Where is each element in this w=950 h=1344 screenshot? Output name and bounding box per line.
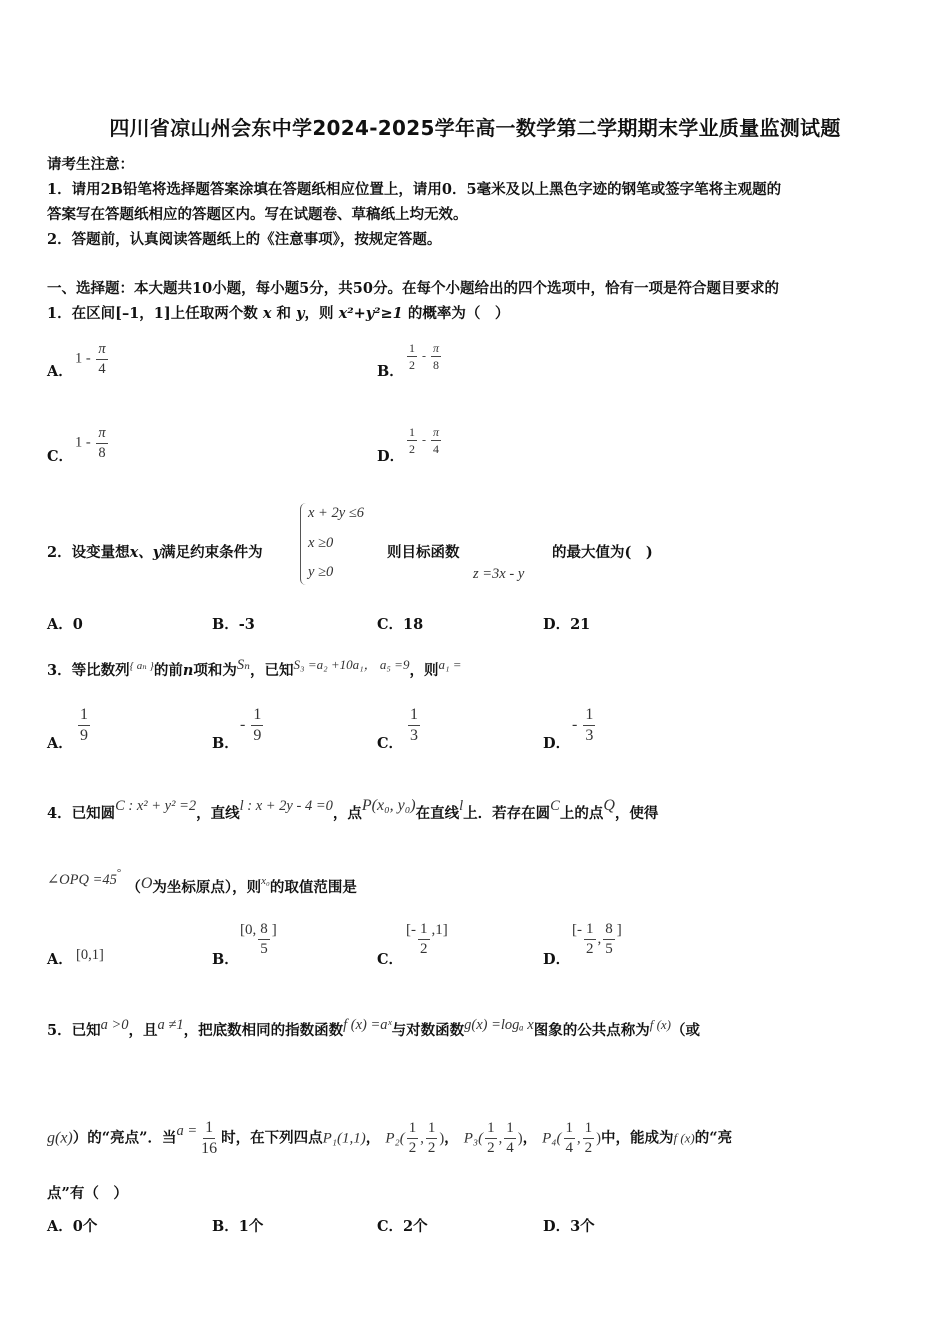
q1-var-y: y: [296, 305, 305, 322]
denominator: 4: [506, 1140, 514, 1156]
q3-b-fraction: [251, 707, 263, 744]
q1-b-fraction-1: [407, 342, 417, 371]
q2-option-c: C．18: [377, 616, 424, 633]
q3-c-fraction: [408, 707, 420, 744]
q2-option-a: A．0: [47, 616, 83, 633]
q1-option-a-expr: [75, 342, 110, 376]
q4-origin: O: [140, 875, 153, 892]
q5-log-func: g(x) =logₐ x: [464, 1017, 534, 1033]
denominator: 2: [586, 941, 594, 957]
notice-line-1: 1．请用2B铅笔将选择题答案涂填在答题纸相应位置上，请用0．5毫米及以上黑色字迹的钢笔或签字笔将主观题的: [47, 181, 782, 198]
q4-option-c-expr: [406, 922, 448, 957]
denominator: 2: [409, 358, 415, 372]
q1-c-fraction: [96, 426, 107, 460]
q1-option-c-expr: [75, 426, 110, 460]
denominator: 2: [408, 1140, 417, 1156]
q5-text: 的“亮: [694, 1129, 733, 1147]
bracket: [-: [572, 921, 582, 938]
denominator: 5: [605, 941, 613, 957]
q1-text: 上任取两个数: [170, 305, 258, 322]
q4-text: ，使得: [614, 805, 659, 822]
question-5-stem-end: 点”有（ ）: [47, 1185, 128, 1202]
q2-objective: z =3x - y: [473, 566, 525, 582]
minus: -: [572, 716, 578, 734]
denominator: 9: [253, 727, 262, 744]
notice-line-3: 2．答题前，认真阅读答题纸上的《注意事项》，按规定答题。: [47, 231, 442, 248]
q5-comma: ，: [522, 1129, 538, 1147]
numerator: 1: [78, 707, 90, 726]
q5-g: g(x): [47, 1129, 73, 1147]
q4-text: ，直线: [196, 805, 240, 822]
q5-f: f (x): [649, 1017, 671, 1032]
q4-option-b-label: B．: [212, 951, 239, 968]
q3-option-c-expr: [406, 707, 422, 744]
q1-option-d-label: D．: [377, 448, 405, 465]
question-4-stem-cont: [47, 867, 357, 897]
q2-text-max: 的最大值为( ): [552, 544, 653, 561]
q4-option-d-label: D．: [543, 951, 571, 968]
q2-text-target: 则目标函数: [387, 544, 460, 561]
q5-text: ，且: [128, 1022, 158, 1039]
numerator: 1: [485, 1121, 497, 1139]
denominator: 4: [565, 1140, 573, 1156]
q5-p2-x: [407, 1121, 419, 1156]
q5-text: ，把底数相同的指数函数: [183, 1022, 344, 1039]
q3-option-b-label: B．: [212, 735, 239, 752]
notice-line-2: 答案写在答题纸相应的答题区内。写在试题卷、草稿纸上均无效。: [47, 206, 468, 223]
question-1-stem: [47, 302, 509, 323]
question-2-stem: [47, 541, 263, 562]
question-3-stem: [47, 659, 462, 680]
q3-var-n: n: [182, 662, 194, 679]
q4-x0: x₀: [261, 875, 270, 887]
numerator: π: [433, 425, 440, 439]
q4-option-c-label: C．: [377, 951, 404, 968]
q5-text: （或: [671, 1022, 700, 1039]
q3-text: 的前: [153, 662, 183, 679]
q1-option-a-label: A．: [47, 363, 73, 380]
q5-text: 中，能成为: [600, 1129, 674, 1147]
q3-option-a-label: A．: [47, 735, 73, 752]
q5-comma: ，: [444, 1129, 459, 1147]
q1-text: 和: [276, 305, 292, 322]
q4-circle: C : x² + y² =2: [115, 798, 197, 814]
q1-a-prefix: 1 -: [75, 350, 91, 367]
q5-a-positive: a >0: [100, 1017, 129, 1033]
q5-comma: ，: [365, 1129, 381, 1147]
numerator: 1: [584, 922, 596, 940]
q4-angle: ∠OPQ =45: [47, 872, 117, 888]
numerator: 1: [251, 707, 263, 726]
q4-text: 的取值范围是: [269, 879, 357, 896]
comma: ,: [597, 930, 602, 947]
q2-text: 满足约束条件为: [161, 544, 263, 561]
numerator: 8: [603, 922, 615, 940]
q4-d-fraction-2: [603, 922, 615, 957]
denominator: 9: [80, 727, 88, 744]
q2-option-d: D．21: [543, 616, 591, 633]
bracket: ]: [271, 921, 277, 938]
q4-d-fraction-1: [584, 922, 596, 957]
q4-option-d-expr: [572, 922, 622, 957]
q3-text: ，则: [409, 662, 439, 679]
q5-close: ): [596, 1130, 601, 1147]
denominator: 4: [98, 360, 106, 377]
q2-constraint-2: x ≥0: [308, 535, 334, 551]
q4-text: 4．已知圆: [47, 805, 116, 822]
denominator: 8: [98, 444, 106, 461]
q1-interval: [–1，1]: [115, 305, 171, 322]
q4-line: l : x + 2y - 4 =0: [239, 798, 333, 814]
q5-p4-y: [583, 1121, 595, 1156]
q2-constraint-1: x + 2y ≤6: [308, 505, 364, 521]
q5-p4-x: [564, 1121, 576, 1156]
q1-b-fraction-2: [431, 342, 441, 371]
q3-option-a-expr: [76, 707, 92, 744]
bracket: [-: [406, 921, 416, 938]
q4-degree: °: [116, 867, 122, 879]
bracket: ,1]: [431, 921, 448, 938]
q2-text: 2．设变量想: [47, 544, 130, 561]
question-4-stem: [47, 797, 659, 823]
q3-sequence: { aₙ }: [129, 660, 154, 672]
q4-text: 为坐标原点），则: [152, 879, 262, 896]
numerator: π: [96, 342, 107, 360]
q3-option-d-label: D．: [543, 735, 571, 752]
denominator: 2: [584, 1140, 593, 1156]
numerator: 1: [203, 1120, 215, 1139]
q5-option-a: A．0个: [47, 1218, 98, 1235]
q1-option-d-expr: [405, 426, 443, 455]
q5-close: ): [517, 1130, 523, 1147]
q5-point-p4: P₄(: [542, 1130, 562, 1147]
q4-text: 上的点: [559, 805, 604, 822]
numerator: 1: [407, 1121, 419, 1139]
numerator: 1: [408, 707, 420, 726]
minus: -: [422, 348, 426, 363]
q2-constraint-3: y ≥0: [308, 564, 334, 580]
minus: -: [240, 716, 246, 734]
q1-c-prefix: 1 -: [75, 434, 91, 451]
q5-a-fraction: [199, 1120, 219, 1157]
q3-condition: S₃ =a₂ +10a₁， a₅ =9: [293, 657, 410, 672]
q5-text: 图象的公共点称为: [533, 1022, 650, 1039]
q5-option-d: D．3个: [543, 1218, 595, 1235]
q3-option-c-label: C．: [377, 735, 404, 752]
q3-target: a₁ =: [438, 657, 462, 672]
q3-sum: Sₙ: [236, 657, 251, 673]
q5-sep: ,: [498, 1130, 503, 1147]
q5-exp-func: f (x) =aˣ: [343, 1017, 392, 1033]
denominator: 8: [433, 358, 439, 372]
numerator: 1: [504, 1121, 516, 1139]
q4-b-fraction: [258, 922, 270, 957]
q5-option-c: C．2个: [377, 1218, 428, 1235]
q4-option-a-expr: [0,1]: [76, 947, 104, 963]
q5-p3-x: [485, 1121, 497, 1156]
q5-point-p3: P₃(: [463, 1130, 484, 1147]
q4-line-name: l: [459, 798, 464, 814]
denominator: 16: [201, 1140, 218, 1157]
page-title: 四川省凉山州会东中学2024-2025学年高一数学第二学期期末学业质量监测试题: [109, 116, 841, 140]
q1-condition: x²+y²≥1: [338, 305, 403, 322]
q5-point-p2: P₂(: [385, 1130, 405, 1147]
q1-d-fraction-1: [407, 426, 417, 455]
numerator: 1: [583, 707, 595, 726]
q1-option-c-label: C．: [47, 448, 74, 465]
q4-text: （: [126, 879, 141, 896]
q4-point-q: Q: [603, 797, 615, 814]
q1-option-b-expr: [405, 342, 443, 371]
q1-var-x: x: [262, 305, 272, 322]
denominator: 2: [420, 941, 428, 957]
denominator: 5: [260, 941, 268, 957]
q5-f: f (x): [673, 1130, 695, 1146]
q4-point: P(x₀, y₀): [361, 797, 416, 814]
q5-text: 5．已知: [47, 1022, 101, 1039]
q5-text: ）的“亮点”．当: [72, 1129, 177, 1147]
q1-text: 1．在区间: [47, 305, 116, 322]
numerator: 8: [258, 922, 270, 940]
numerator: π: [96, 426, 107, 444]
q3-text: ，已知: [250, 662, 294, 679]
numerator: 1: [426, 1121, 438, 1139]
q2-option-b: B．-3: [212, 616, 255, 633]
q5-point-p1: P₁(1,1): [322, 1130, 366, 1147]
q5-p3-y: [504, 1121, 516, 1156]
section-heading: 一、选择题：本大题共10小题，每小题5分，共50分。在每个小题给出的四个选项中，恰有一项是符合题目要求的: [47, 280, 779, 297]
q1-d-fraction-2: [431, 426, 441, 455]
q4-text: 在直线: [415, 805, 460, 822]
notice-heading: 请考生注意：: [47, 156, 134, 173]
q4-text: ，点: [332, 805, 362, 822]
q1-option-b-label: B．: [377, 363, 404, 380]
q4-circle-name: C: [550, 798, 560, 814]
q3-text: 3．等比数列: [47, 662, 130, 679]
q5-text: 时，在下列四点: [221, 1129, 323, 1147]
q5-sep: ,: [577, 1130, 581, 1147]
denominator: 2: [487, 1140, 495, 1156]
q3-a-fraction: [78, 707, 90, 744]
numerator: 1: [409, 341, 415, 355]
denominator: 4: [433, 442, 439, 456]
denominator: 2: [427, 1140, 436, 1156]
bracket: ]: [616, 921, 622, 938]
numerator: 1: [564, 1121, 576, 1139]
numerator: π: [433, 341, 440, 355]
denominator: 3: [585, 727, 594, 744]
bracket: [0,: [240, 921, 257, 938]
q3-option-d-expr: [572, 707, 597, 744]
q4-option-b-expr: [240, 922, 277, 957]
q5-sep: ,: [420, 1130, 424, 1147]
question-5-stem-cont: [47, 1120, 732, 1157]
q2-constraint-brace: [300, 503, 307, 585]
q4-option-a-label: A．: [47, 951, 73, 968]
q5-option-b: B．1个: [212, 1218, 264, 1235]
q5-text: 与对数函数: [391, 1022, 465, 1039]
q3-d-fraction: [583, 707, 595, 744]
q2-vars: x、y: [129, 544, 162, 561]
denominator: 2: [409, 442, 415, 456]
q5-a-eq: a =: [176, 1122, 198, 1139]
q3-option-b-expr: [240, 707, 265, 744]
minus: -: [422, 432, 426, 447]
q5-close: ): [439, 1130, 445, 1147]
q4-text: 上．若存在圆: [463, 805, 551, 822]
q3-text: 项和为: [193, 662, 237, 679]
q1-text: ，则: [304, 305, 334, 322]
numerator: 1: [583, 1121, 595, 1139]
numerator: 1: [409, 425, 415, 439]
q1-a-fraction: [96, 342, 107, 376]
q1-text: 的概率为（ ）: [407, 305, 510, 322]
numerator: 1: [418, 922, 430, 940]
q4-c-fraction: [418, 922, 430, 957]
denominator: 3: [410, 727, 418, 744]
question-5-stem: [47, 1019, 700, 1040]
q5-p2-y: [426, 1121, 438, 1156]
q5-a-not-one: a ≠1: [157, 1017, 184, 1033]
